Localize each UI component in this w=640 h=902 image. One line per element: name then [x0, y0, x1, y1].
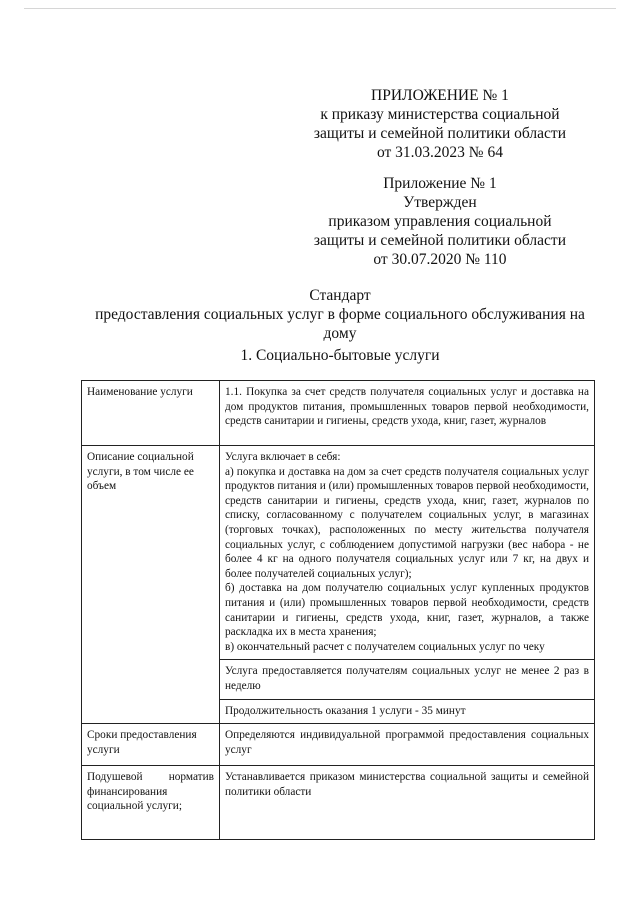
service-terms-label: Сроки предоставления услуги — [82, 724, 220, 766]
table-row — [82, 381, 595, 446]
document-title — [80, 286, 600, 343]
description-intro: Услуга включает в себя: — [225, 451, 341, 463]
description-item-a: а) покупка и доставка на дом за счет средств получателя социальных услуг продуктов питания и (или) промышленных товаров первой необходимости, средств санитарии и гигиены, средств ухода, книг, газет, журналов по списку, согласованному с получателем социальных услуг, в магазинах (торговых точках), расположенных по месту жительства получателя социальных услуг, с соблюдением допустимой нагрузки (вес набора - не более 4 кг на одного получателя социальных услуг или 7 кг, на двух и более получателей социальных услуг); — [225, 465, 589, 580]
appendix-header — [314, 86, 566, 162]
approval-header — [314, 174, 566, 269]
service-terms-value: Определяются индивидуальной программой предоставления социальных услуг — [220, 724, 595, 766]
approval-header-line: приказом управления социальной — [328, 213, 552, 230]
description-item-c: в) окончательный расчет с получателем социальных услуг по чеку — [225, 640, 545, 653]
section-heading: 1. Социально-бытовые услуги — [240, 347, 440, 364]
service-description-label: Описание социальной услуги, в том числе ее объем — [82, 446, 220, 724]
approval-header-line: от 30.07.2020 № 110 — [373, 251, 507, 268]
table-row — [82, 766, 595, 840]
document-title-line: дому — [323, 325, 357, 342]
service-name-label: Наименование услуги — [82, 381, 220, 446]
document-title-line: предоставления социальных услуг в форме социального обслуживания на — [95, 306, 585, 323]
top-edge-rule — [24, 8, 616, 9]
service-name-value: 1.1. Покупка за счет средств получателя социальных услуг и доставка на дом продуктов питания, промышленных товаров первой необходимости, средств санитарии и гигиены, средств ухода, книг, газет, журналов — [220, 381, 595, 446]
table-row — [82, 724, 595, 766]
appendix-header-line: к приказу министерства социальной — [320, 106, 560, 123]
funding-norm-label: Подушевой норматив финансирования социальной услуги; — [82, 766, 220, 840]
description-item-b: б) доставка на дом получателю социальных услуг купленных продуктов питания и (или) промышленных товаров первой необходимости, средств санитарии и гигиены, средств ухода, книг, газет, журналов, а также раскладка их в места хранения; — [225, 582, 589, 639]
service-standard-table — [81, 380, 595, 840]
document-title-line: Стандарт — [309, 287, 371, 304]
appendix-header-line: от 31.03.2023 № 64 — [376, 144, 503, 161]
table-row — [82, 446, 595, 660]
appendix-header-line: ПРИЛОЖЕНИЕ № 1 — [371, 87, 509, 104]
funding-norm-value: Устанавливается приказом министерства социальной защиты и семейной политики области — [220, 766, 595, 840]
appendix-header-line: защиты и семейной политики области — [313, 125, 566, 142]
service-description-value — [220, 446, 595, 660]
service-duration-value: Продолжительность оказания 1 услуги - 35 минут — [220, 699, 595, 724]
approval-header-line: защиты и семейной политики области — [313, 232, 566, 249]
service-frequency-value: Услуга предоставляется получателям социальных услуг не менее 2 раз в неделю — [220, 660, 595, 699]
approval-header-line: Приложение № 1 — [383, 175, 497, 192]
approval-header-line: Утвержден — [403, 194, 477, 211]
